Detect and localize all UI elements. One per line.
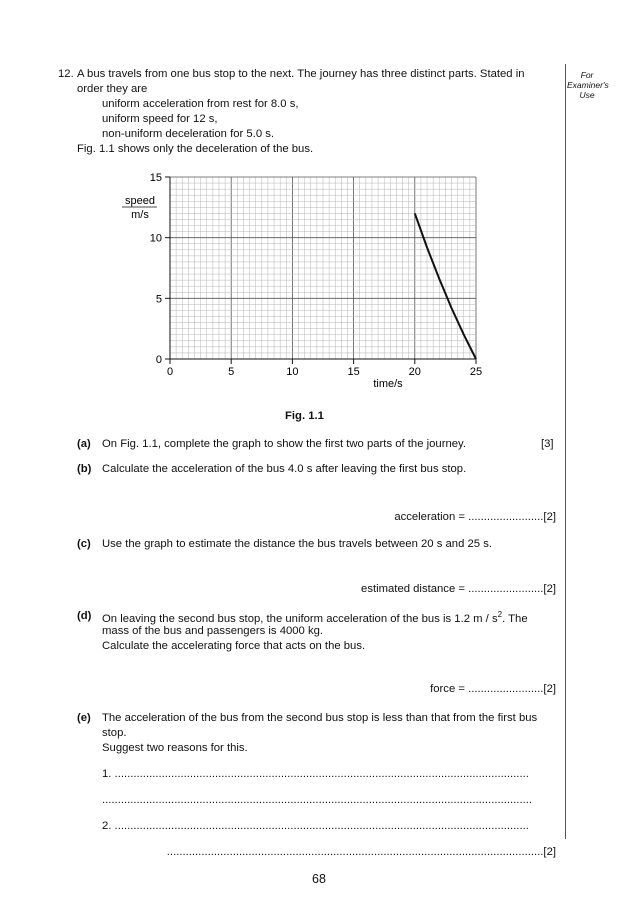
x-tick-label: 0 — [166, 366, 174, 378]
intro-line1: A bus travels from one bus stop to the next. The journey has three distinct parts. Stated in — [77, 68, 525, 80]
part-b-text: Calculate the acceleration of the bus 4.0 s after leaving the first bus stop. — [102, 463, 467, 475]
x-axis-label: time/s — [373, 378, 403, 390]
part-d-answer-line[interactable]: force = ........................[2] — [430, 683, 556, 695]
x-tick-label: 25 — [469, 366, 483, 378]
part-e-answer-line-2[interactable]: 2. .................................................................................................................................... — [102, 820, 529, 832]
y-axis-label-unit: m/s — [131, 209, 149, 221]
part-d-line3: Calculate the accelerating force that acts on the bus. — [102, 640, 366, 652]
part-e-answer-line-1b[interactable]: ......................................................................................................................................... — [102, 794, 532, 806]
x-tick-label: 10 — [286, 366, 299, 378]
part-e-line1: The acceleration of the bus from the second bus stop is less than that from the first bus — [102, 712, 538, 724]
part-c-label: (c) — [77, 538, 91, 550]
fig-note: Fig. 1.1 shows only the deceleration of the bus. — [77, 143, 314, 155]
intro-line2: order they are — [77, 83, 148, 95]
part-e-line2: stop. — [102, 727, 127, 739]
part-c-text: Use the graph to estimate the distance the bus travels between 20 s and 25 s. — [102, 538, 492, 550]
journey-part-1: uniform acceleration from rest for 8.0 s, — [102, 98, 299, 110]
speed-time-graph — [110, 160, 510, 400]
graph-grid — [170, 177, 476, 359]
part-e-answer-line-1[interactable]: 1. .................................................................................................................................... — [102, 768, 529, 780]
page-number: 68 — [312, 872, 326, 886]
x-tick-label: 15 — [347, 366, 360, 378]
y-axis-label-speed: speed — [125, 195, 155, 207]
part-c-answer-line[interactable]: estimated distance = ........................[2] — [361, 583, 556, 595]
margin-note-line1: For — [580, 70, 594, 80]
examiner-margin-line — [565, 64, 566, 839]
journey-part-3: non-uniform deceleration for 5.0 s. — [102, 128, 275, 140]
margin-note-line2: Examiner's — [567, 80, 609, 90]
part-a-marks: [3] — [541, 438, 554, 450]
y-tick-label: 10 — [149, 232, 162, 245]
part-a-label: (a) — [77, 438, 91, 450]
question-number: 12. — [58, 68, 74, 80]
examiner-use-note — [567, 70, 607, 100]
part-e-label: (e) — [77, 712, 91, 724]
y-tick-label: 15 — [149, 172, 162, 184]
y-tick-label: 5 — [155, 293, 162, 306]
part-a-text: On Fig. 1.1, complete the graph to show the first two parts of the journey. — [102, 438, 466, 450]
figure-caption: Fig. 1.1 — [285, 410, 324, 422]
journey-part-2: uniform speed for 12 s, — [102, 113, 218, 125]
x-tick-label: 20 — [408, 366, 421, 378]
y-tick-label: 0 — [155, 354, 162, 366]
part-e-answer-line-2b[interactable]: ........................................................................................................................[2] — [166, 846, 556, 858]
part-e-line3: Suggest two reasons for this. — [102, 742, 248, 754]
part-d-label: (d) — [77, 610, 92, 622]
margin-note-line3: Use — [579, 90, 595, 100]
part-b-label: (b) — [77, 463, 92, 475]
part-d-line2: mass of the bus and passengers is 4000 kg. — [102, 625, 324, 637]
part-b-answer-line[interactable]: acceleration = ........................[2] — [394, 511, 556, 523]
x-tick-label: 5 — [228, 366, 235, 378]
part-d-line1: On leaving the second bus stop, the uniform acceleration of the bus is 1.2 m / $s^2$. The — [102, 610, 528, 625]
